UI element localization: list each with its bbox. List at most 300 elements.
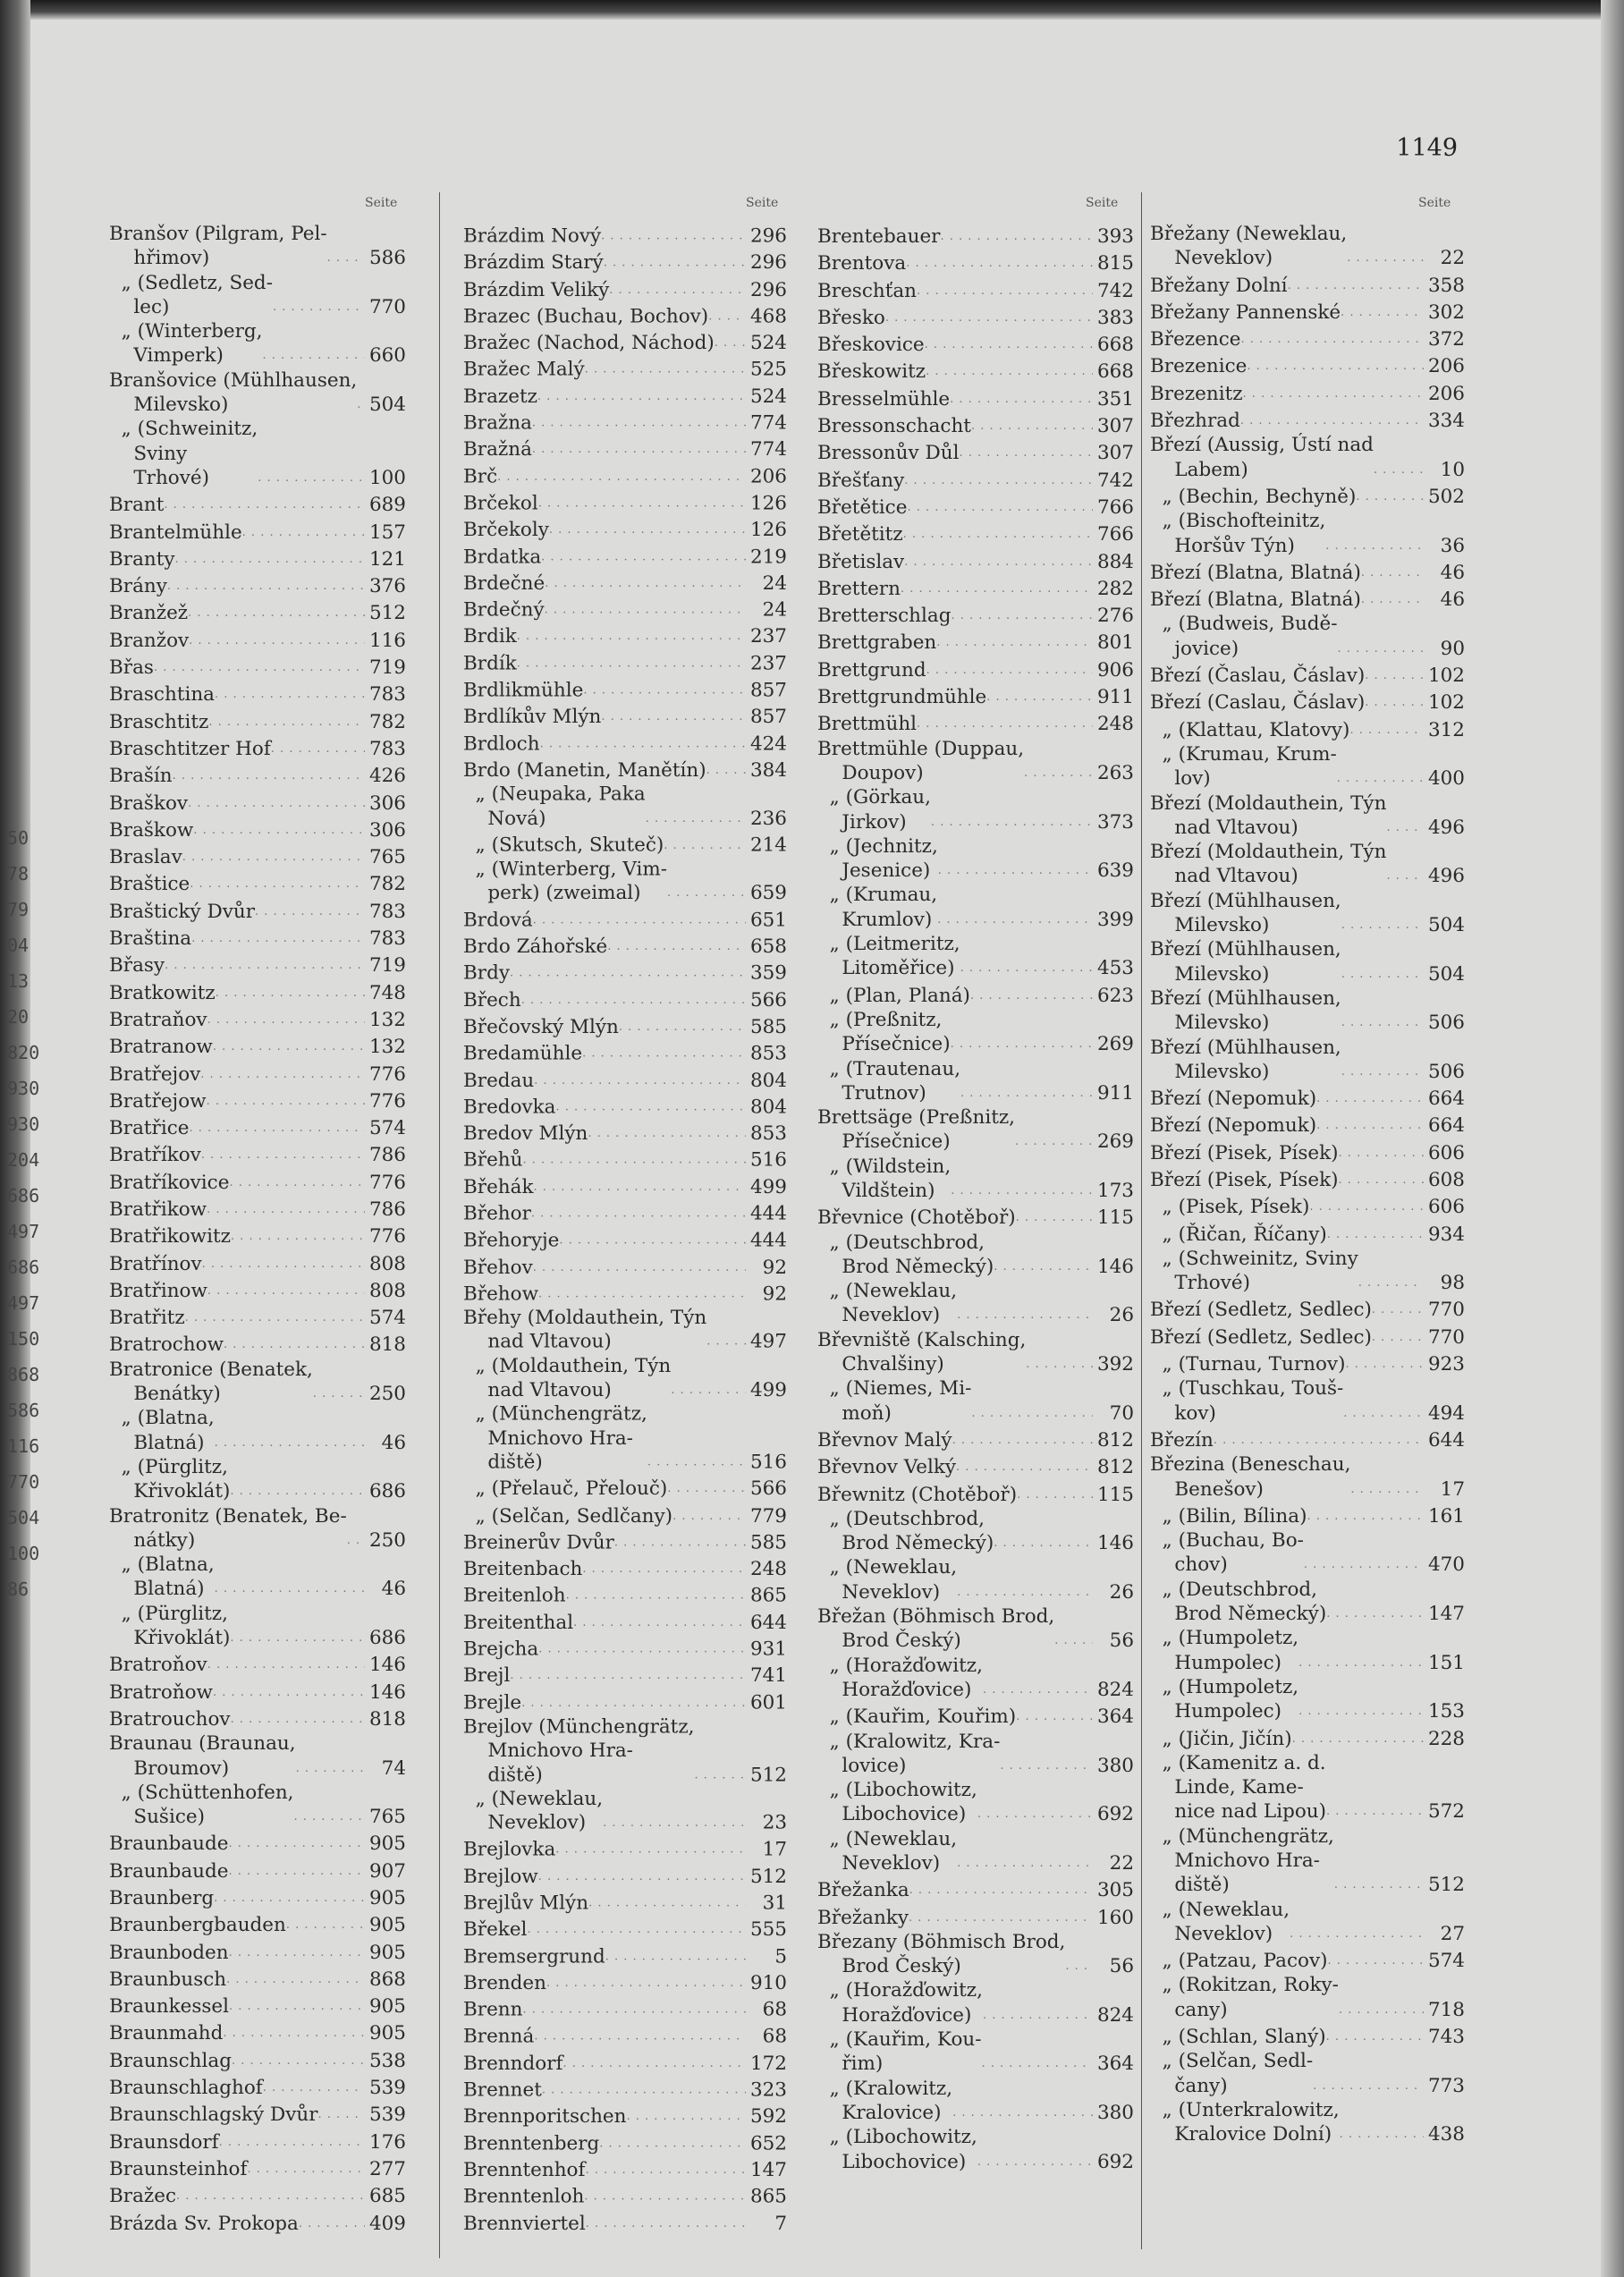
leader-dots <box>582 1554 746 1581</box>
leader-dots <box>584 2182 746 2209</box>
page-reference: 652 <box>749 2132 787 2155</box>
leader-dots <box>1365 661 1424 688</box>
leader-dots <box>242 518 365 545</box>
leader-dots <box>1017 1480 1093 1507</box>
leader-dots <box>957 1849 1093 1875</box>
place-name: „ (Bechin, Bechyně) <box>1150 485 1357 508</box>
place-name: Březí (Nepomuk) <box>1150 1114 1317 1138</box>
leader-dots <box>931 808 1093 834</box>
place-name: Bratrochow <box>109 1333 224 1357</box>
place-name: Břetislav <box>817 550 905 573</box>
leader-dots <box>521 986 746 1012</box>
index-entry <box>109 1222 406 1249</box>
place-name: Březí (Sedletz, Sedlec) <box>1150 1325 1372 1349</box>
place-name: „ (Patzau, Pacov) <box>1150 1950 1328 1973</box>
page-reference: 426 <box>368 765 406 788</box>
leader-dots <box>207 1195 365 1222</box>
index-entry <box>817 1654 1134 1703</box>
page-reference: 884 <box>1096 550 1134 573</box>
index-entry <box>109 734 406 761</box>
margin-fragment: 686 <box>7 1257 40 1278</box>
place-name: Bratřice <box>109 1117 190 1140</box>
place-name: Břežan (Böhmisch Brod, Brod Český) <box>817 1605 1055 1653</box>
index-entry <box>463 1689 787 1715</box>
leader-dots <box>537 382 746 409</box>
leader-dots <box>994 1252 1093 1279</box>
place-name: Bratrouchov <box>109 1707 231 1731</box>
place-name: „ (Kralowitz, Kra- lovice) <box>829 1730 1001 1777</box>
index-entry <box>1150 688 1465 715</box>
index-entry <box>463 831 787 858</box>
index-entry <box>1150 986 1465 1036</box>
place-name: „ (Bilin, Bílina) <box>1150 1504 1307 1528</box>
place-name: „ (Schweinitz, Sviny Trhové) <box>1162 1247 1358 1295</box>
index-entry <box>1150 1452 1465 1502</box>
leader-dots <box>938 856 1093 883</box>
place-name: Břehoryje <box>463 1229 560 1252</box>
page-reference: 512 <box>1427 1874 1465 1897</box>
place-name: Brettmühl <box>817 713 918 736</box>
page-reference: 818 <box>368 1333 406 1357</box>
page-reference: 334 <box>1427 410 1465 433</box>
margin-fragment: 868 <box>7 1364 40 1385</box>
page-reference: 312 <box>1427 718 1465 741</box>
index-entry <box>817 438 1134 465</box>
leader-dots <box>1338 634 1424 661</box>
index-entry <box>817 1008 1134 1057</box>
leader-dots <box>566 1581 746 1608</box>
index-entry <box>817 1155 1134 1204</box>
page-reference: 102 <box>1427 691 1465 715</box>
place-name: Bressonův Důl <box>817 442 960 465</box>
index-entry <box>817 1057 1134 1106</box>
margin-fragment: 686 <box>7 1185 40 1206</box>
index-entry <box>817 1730 1134 1779</box>
page-reference: 512 <box>749 1865 787 1888</box>
page-reference: 470 <box>1427 1553 1465 1577</box>
index-entry <box>463 1787 787 1835</box>
place-name: Bratříkovice <box>109 1171 230 1194</box>
page-reference: 786 <box>368 1198 406 1221</box>
margin-fragment: 820 <box>7 1042 40 1063</box>
place-name: Břesko <box>817 306 885 329</box>
page-reference: 358 <box>1427 274 1465 297</box>
place-name: Brdlíkův Mlýn <box>463 706 602 729</box>
leader-dots <box>538 489 746 516</box>
index-entry <box>817 1778 1134 1827</box>
leader-dots <box>573 1608 746 1635</box>
place-name: „ (Horažďowitz, Horažďovice) <box>829 1979 983 2027</box>
index-entry <box>109 1650 406 1677</box>
margin-fragment: 04 <box>7 935 30 956</box>
page-reference: 496 <box>1427 816 1465 839</box>
index-entry <box>1150 1350 1465 1376</box>
leader-dots <box>951 1029 1093 1056</box>
leader-dots <box>952 1426 1093 1452</box>
place-name: „ (Schüttenhofen, Sušice) <box>121 1781 294 1829</box>
page-reference: 497 <box>749 1331 787 1353</box>
index-entry <box>1150 1376 1465 1426</box>
leader-dots <box>299 2209 365 2236</box>
page-reference: 608 <box>1427 1168 1465 1191</box>
index-entry <box>109 1276 406 1303</box>
page-reference: 115 <box>1096 1483 1134 1506</box>
index-entry <box>463 729 787 756</box>
place-name: Březina (Beneschau, Benešov) <box>1150 1453 1351 1501</box>
leader-dots <box>1214 1426 1424 1452</box>
index-entry <box>463 1635 787 1662</box>
place-name: Břečovský Mlýn <box>463 1015 619 1038</box>
leader-dots <box>167 571 365 598</box>
index-entry <box>109 417 406 490</box>
leader-dots <box>534 2022 746 2049</box>
page-reference: 776 <box>368 1089 406 1113</box>
place-name: Braunbaude <box>109 1859 229 1883</box>
leader-dots <box>603 1808 746 1835</box>
page-reference: 741 <box>749 1664 787 1688</box>
page-reference: 307 <box>1096 415 1134 438</box>
page-reference: 824 <box>1096 2003 1134 2027</box>
place-name: Březí (Moldauthein, Týn nad Vltavou) <box>1150 841 1387 888</box>
place-name: Brettgrundmühle <box>817 686 987 709</box>
place-name: „ (Skutsch, Skuteč) <box>463 834 664 857</box>
index-entry <box>109 897 406 924</box>
page-reference: 151 <box>1427 1651 1465 1674</box>
page-reference: 24 <box>762 598 787 622</box>
place-name: Braslav <box>109 846 182 869</box>
leader-dots <box>706 1327 746 1354</box>
page-reference: 539 <box>368 2077 406 2100</box>
leader-dots <box>977 2147 1093 2174</box>
page-reference: 7 <box>774 2213 787 2235</box>
place-name: „ (Přelauč, Přelouč) <box>463 1477 668 1501</box>
leader-dots <box>903 520 1093 546</box>
place-name: Brdečný <box>463 598 545 622</box>
place-name: Braunbaude <box>109 1833 229 1856</box>
place-name: Břevnice (Chotěboř) <box>817 1206 1016 1230</box>
leader-dots <box>232 2046 365 2073</box>
page-reference: 512 <box>368 602 406 625</box>
place-name: Bratronice (Benatek, Benátky) <box>109 1358 313 1406</box>
leader-dots <box>188 598 365 625</box>
place-name: Brdik <box>463 625 517 648</box>
page-reference: 92 <box>762 1282 787 1306</box>
leader-dots <box>977 1799 1093 1826</box>
page-reference: 26 <box>1109 1304 1134 1327</box>
place-name: „ (Jičin, Jičín) <box>1150 1727 1292 1750</box>
page-reference: 765 <box>368 846 406 869</box>
place-name: „ (Niemes, Mi- moň) <box>829 1377 972 1425</box>
leader-dots <box>951 601 1093 628</box>
index-entry <box>463 622 787 649</box>
leader-dots <box>523 1995 747 2022</box>
page-reference: 748 <box>368 981 406 1004</box>
index-entry <box>1150 1528 1465 1578</box>
place-name: Březí (Časlau, Čáslav) <box>1150 664 1366 688</box>
page-reference: 719 <box>368 656 406 680</box>
place-name: „ (Turnau, Turnov) <box>1150 1353 1346 1376</box>
page-reference: 742 <box>1096 279 1134 302</box>
leader-dots <box>231 1705 365 1731</box>
place-name: Břežany Dolní <box>1150 274 1288 297</box>
index-entry <box>109 1032 406 1059</box>
leader-dots <box>1372 1323 1424 1350</box>
index-entry <box>817 1604 1134 1654</box>
leader-dots <box>1247 351 1424 378</box>
leader-dots <box>1326 1599 1424 1626</box>
index-entry <box>463 542 787 569</box>
leader-dots <box>1328 1946 1425 1973</box>
place-name: Břetětice <box>817 495 908 519</box>
place-name: „ (Görkau, Jirkov) <box>829 786 931 834</box>
index-entry <box>463 1039 787 1066</box>
place-name: „ (Neweklau, Neveklov) <box>829 1556 958 1604</box>
page-reference: 776 <box>368 1062 406 1086</box>
leader-dots <box>176 2181 365 2208</box>
page-reference: 502 <box>1427 485 1465 508</box>
leader-dots <box>1024 758 1093 785</box>
index-entry <box>109 2209 406 2236</box>
leader-dots <box>1372 1295 1424 1322</box>
page-reference: 206 <box>1427 355 1465 378</box>
place-name: Braschtitzer Hof <box>109 737 271 760</box>
place-name: Břeskovice <box>817 334 925 357</box>
index-entry <box>463 676 787 703</box>
place-name: Březí (Pisek, Písek) <box>1150 1141 1339 1164</box>
page-reference: 783 <box>368 900 406 923</box>
leader-dots <box>582 1039 746 1066</box>
leader-dots <box>1304 1550 1424 1577</box>
index-entry <box>463 906 787 933</box>
leader-dots <box>549 515 746 542</box>
page-reference: 566 <box>749 1477 787 1501</box>
leader-dots <box>510 959 746 986</box>
place-name: „ (Preßnitz, Přísečnice) <box>829 1008 951 1056</box>
index-entry <box>1150 351 1465 378</box>
index-entry <box>109 490 406 517</box>
place-name: Březí (Mühlhausen, Milevsko) <box>1150 889 1341 937</box>
leader-dots <box>585 2155 746 2182</box>
leader-dots <box>538 1862 746 1889</box>
place-name: Březí (Sedletz, Sedlec) <box>1150 1299 1372 1322</box>
page-reference: 586 <box>368 247 406 270</box>
index-entry <box>463 462 787 489</box>
index-entry <box>463 2103 787 2129</box>
index-entry <box>817 493 1134 520</box>
page-reference: 46 <box>1440 588 1465 612</box>
place-name: „ (Neweklau, Neveklov) <box>1162 1898 1290 1945</box>
index-entry <box>463 1354 787 1402</box>
page-reference: 46 <box>381 1431 406 1454</box>
index-entry <box>1150 889 1465 938</box>
margin-fragment: 204 <box>7 1149 40 1171</box>
place-name: „ (Trautenau, Trutnov) <box>829 1057 961 1105</box>
leader-dots <box>1313 2071 1424 2098</box>
index-entry <box>463 1554 787 1581</box>
page-reference: 911 <box>1096 1081 1134 1105</box>
leader-dots <box>216 978 365 1005</box>
page-reference: 17 <box>1440 1477 1465 1501</box>
index-entry <box>109 222 406 271</box>
place-name: Bratřitz <box>109 1307 185 1330</box>
index-entry <box>463 1199 787 1226</box>
index-entry <box>817 1702 1134 1729</box>
index-entry <box>109 2046 406 2073</box>
place-name: „ (Münchengrätz, Mnichovo Hra- diště) <box>1162 1824 1334 1897</box>
place-name: Břevniště (Kalsching, Chvalšiny) <box>817 1328 1027 1376</box>
page-reference: 237 <box>749 652 787 675</box>
leader-dots <box>190 869 365 896</box>
place-name: Braunbergbauden <box>109 1914 286 1937</box>
leader-dots <box>1341 298 1424 325</box>
place-name: „ (Bischofteinitz, Horšův Týn) <box>1162 510 1326 557</box>
page-reference: 27 <box>1440 1922 1465 1945</box>
leader-dots <box>318 2100 365 2127</box>
place-name: Břehů <box>463 1149 523 1172</box>
page-reference: 172 <box>749 2052 787 2075</box>
leader-dots <box>1339 1138 1424 1165</box>
leader-dots <box>1339 1995 1424 2022</box>
index-entry <box>109 1829 406 1856</box>
leader-dots <box>917 709 1093 736</box>
seite-header: Seite <box>1418 196 1451 210</box>
place-name: Brdo Záhořské <box>463 935 608 958</box>
place-name: Brantelmühle <box>109 521 242 544</box>
page-reference: 692 <box>1096 2150 1134 2173</box>
place-name: Brentova <box>817 252 907 275</box>
page-reference: 92 <box>762 1256 787 1279</box>
place-name: Břevnov Velký <box>817 1456 957 1479</box>
place-name: Braškov <box>109 791 189 815</box>
place-name: Brettsäge (Preßnitz, Přísečnice) <box>817 1106 1015 1154</box>
place-name: Brenntenhof <box>463 2159 586 2181</box>
page-reference: 506 <box>1427 1012 1465 1035</box>
place-name: Brenntenberg <box>463 2132 600 2155</box>
leader-dots <box>951 1176 1093 1203</box>
page-reference: 905 <box>368 2022 406 2045</box>
page-reference: 116 <box>368 629 406 652</box>
page-reference: 524 <box>749 332 787 355</box>
leader-dots <box>258 463 365 490</box>
place-name: Brazec (Buchau, Bochov) <box>463 305 709 328</box>
place-name: „ (Unterkralowitz, Kralovice Dolní) <box>1162 2098 1340 2146</box>
page-reference: 773 <box>1427 2074 1465 2097</box>
index-entry <box>1150 612 1465 661</box>
index-entry <box>817 1328 1134 1377</box>
place-name: Brdík <box>463 652 517 675</box>
page-reference: 906 <box>1096 658 1134 681</box>
place-name: Brant <box>109 494 165 517</box>
index-entry <box>109 626 406 653</box>
page-reference: 644 <box>1427 1428 1465 1452</box>
leader-dots <box>952 2098 1093 2125</box>
place-name: Bratraňov <box>109 1008 207 1031</box>
place-name: Břeskowitz <box>817 360 926 384</box>
page-reference: 857 <box>749 679 787 702</box>
leader-dots <box>182 842 365 869</box>
page-reference: 783 <box>368 683 406 707</box>
place-name: Braschtitz <box>109 710 209 733</box>
page-reference: 269 <box>1096 1033 1134 1056</box>
column-divider <box>439 192 440 2258</box>
leader-dots <box>1341 960 1424 986</box>
leader-dots <box>1337 764 1424 791</box>
index-entry <box>463 382 787 409</box>
index-entry <box>109 816 406 842</box>
margin-fragment: 586 <box>7 1400 40 1421</box>
index-entry <box>1150 1675 1465 1724</box>
leader-dots <box>534 1066 746 1093</box>
index-entry <box>817 2125 1134 2174</box>
place-name: „ (Kralowitz, Kralovice) <box>829 2077 953 2124</box>
index-entry <box>463 515 787 542</box>
page-reference: 718 <box>1427 1998 1465 2021</box>
page-reference: 776 <box>368 1225 406 1249</box>
place-name: Branty <box>109 547 175 571</box>
index-entry <box>1150 2049 1465 2098</box>
place-name: Březí (Mühlhausen, Milevsko) <box>1150 986 1341 1035</box>
page-reference: 157 <box>368 521 406 544</box>
leader-dots <box>224 1330 365 1357</box>
index-entry <box>109 761 406 788</box>
place-name: Brdy <box>463 962 510 985</box>
index-entry <box>1150 1973 1465 2022</box>
leader-dots <box>215 1574 365 1601</box>
index-entry <box>109 1731 406 1781</box>
index-entry <box>109 2154 406 2181</box>
place-name: Bratřejov <box>109 1062 201 1086</box>
index-entry <box>463 1662 787 1689</box>
leader-dots <box>1350 1475 1424 1502</box>
leader-dots <box>1307 1502 1424 1528</box>
index-entry <box>1150 379 1465 406</box>
index-entry <box>109 1113 406 1140</box>
seite-header: Seite <box>365 196 398 210</box>
index-entry <box>463 2129 787 2156</box>
leader-dots <box>1298 1697 1424 1723</box>
index-entry <box>463 1253 787 1280</box>
page-reference: 574 <box>368 1117 406 1140</box>
place-name: Březany (Böhmisch Brod, Brod Český) <box>817 1930 1066 1978</box>
place-name: Brejle <box>463 1691 522 1714</box>
page-reference: 783 <box>368 927 406 951</box>
index-entry <box>817 1930 1134 1979</box>
index-entry <box>463 2022 787 2049</box>
index-entry <box>817 2077 1134 2126</box>
place-name: Brennporitschen <box>463 2105 627 2129</box>
index-entry <box>109 518 406 545</box>
place-name: Brettern <box>817 577 901 600</box>
index-entry <box>817 737 1134 786</box>
margin-fragment: 116 <box>7 1435 40 1457</box>
index-entry <box>109 1358 406 1407</box>
place-name: Březí (Moldauthein, Týn nad Vltavou) <box>1150 791 1387 839</box>
index-entry <box>817 1827 1134 1876</box>
page-reference: 372 <box>1427 328 1465 351</box>
margin-fragment: 86 <box>7 1579 30 1600</box>
page-reference: 572 <box>1427 1800 1465 1824</box>
page-reference: 444 <box>749 1202 787 1225</box>
place-name: Brentebauer <box>817 225 941 248</box>
page-reference: 566 <box>749 989 787 1012</box>
place-name: Brennviertel <box>463 2213 586 2235</box>
seite-header: Seite <box>1086 196 1119 210</box>
leader-dots <box>517 622 746 649</box>
column-entries <box>1150 222 1465 2147</box>
leader-dots <box>904 547 1093 574</box>
index-entry <box>109 1303 406 1330</box>
page-reference: 444 <box>749 1229 787 1252</box>
